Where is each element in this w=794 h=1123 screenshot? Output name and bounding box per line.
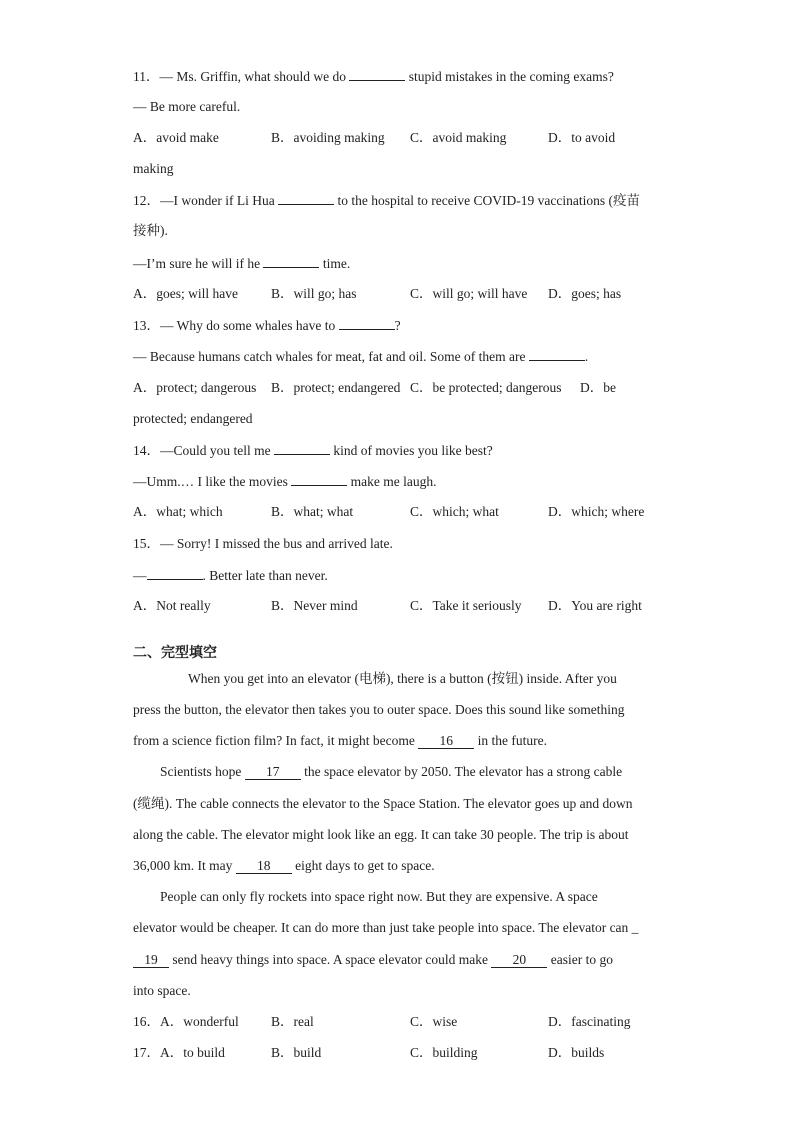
passage-line — [133, 951, 613, 969]
passage-line: press the button, the elevator then takes you to outer space. Does this sound like something — [133, 702, 625, 717]
question-14-reply — [133, 472, 436, 491]
answer-blank[interactable] — [529, 347, 585, 361]
passage-line: elevator would be cheaper. It can do more than just take people into space. The elevator can _ — [133, 920, 639, 935]
option-d[interactable]: D．You are right — [548, 598, 642, 613]
reply-text: . — [584, 349, 589, 364]
reply-text: — Because humans catch whales for meat, fat and oil. Some of them are — [133, 349, 529, 364]
option-d[interactable]: D．be — [580, 380, 616, 395]
stem-text: ? — [394, 318, 401, 333]
option-c[interactable]: C．which; what — [410, 504, 499, 519]
reply-text: —I’m sure he will if he — [133, 256, 264, 271]
answer-blank[interactable] — [147, 566, 203, 580]
question-12-stem-wrap: 接种). — [133, 223, 168, 238]
section-title: 二、完型填空 — [133, 645, 217, 661]
option-wrap-text: making — [133, 161, 174, 176]
cloze-blank-20[interactable]: 20 — [491, 952, 547, 968]
cloze-blank-19[interactable]: 19 — [133, 952, 169, 968]
passage-text: in the future. — [474, 733, 548, 748]
option-a[interactable]: A．Not really — [133, 598, 211, 613]
option-wrap-text: protected; endangered — [133, 411, 253, 426]
cloze-blank-17[interactable]: 17 — [245, 764, 301, 780]
passage-line: (缆绳). The cable connects the elevator to the Space Station. The elevator goes up and down — [133, 796, 633, 811]
stem-text: 14．—Could you tell me — [133, 443, 274, 458]
option-d[interactable]: D．to avoid — [548, 130, 616, 145]
cloze-blank-18[interactable]: 18 — [236, 858, 292, 874]
passage-text: eight days to get to space. — [295, 858, 435, 873]
option-c[interactable]: C．will go; will have — [410, 286, 528, 301]
answer-blank[interactable] — [291, 472, 347, 486]
passage-line: along the cable. The elevator might look like an egg. It can take 30 people. The trip is about — [133, 827, 629, 842]
answer-blank[interactable] — [339, 316, 395, 330]
reply-text: make me laugh. — [347, 474, 437, 489]
option-a[interactable]: 17．A．to build — [133, 1045, 225, 1060]
stem-text: 13．— Why do some whales have to — [133, 318, 339, 333]
option-a[interactable]: A．avoid make — [133, 130, 219, 145]
passage-text: easier to go — [550, 952, 614, 967]
answer-blank[interactable] — [274, 441, 330, 455]
answer-blank[interactable] — [263, 254, 319, 268]
passage-text: send heavy things into space. A space elevator could make — [172, 952, 492, 967]
option-a[interactable]: A．what; which — [133, 504, 223, 519]
passage-text: Scientists hope — [160, 764, 245, 779]
option-c[interactable]: C．be protected; dangerous — [410, 380, 562, 395]
passage-line: People can only fly rockets into space right now. But they are expensive. A space — [160, 889, 598, 904]
answer-blank[interactable] — [278, 191, 334, 205]
stem-text: 12．—I wonder if Li Hua — [133, 193, 279, 208]
reply-text: —Umm.… I like the movies — [133, 474, 292, 489]
option-b[interactable]: B．Never mind — [271, 598, 358, 613]
passage-line — [160, 763, 622, 781]
question-14-stem — [133, 441, 493, 460]
option-b[interactable]: B．what; what — [271, 504, 354, 519]
option-b[interactable]: B．protect; endangered — [271, 380, 401, 395]
stem-text: kind of movies you like best? — [330, 443, 493, 458]
question-13-stem — [133, 316, 401, 335]
option-a[interactable]: A．goes; will have — [133, 286, 238, 301]
question-12-stem — [133, 191, 640, 210]
option-a[interactable]: A．protect; dangerous — [133, 380, 257, 395]
option-a[interactable]: 16．A．wonderful — [133, 1014, 239, 1029]
question-13-reply — [133, 347, 588, 366]
passage-text: the space elevator by 2050. The elevator has a strong cable — [304, 764, 623, 779]
stem-text: stupid mistakes in the coming exams? — [405, 69, 614, 84]
option-c[interactable]: C．building — [410, 1045, 478, 1060]
option-b[interactable]: B．avoiding making — [271, 130, 385, 145]
passage-text: 36,000 km. It may — [133, 858, 236, 873]
question-12-reply — [133, 254, 350, 273]
stem-text: 11．— Ms. Griffin, what should we do — [133, 69, 350, 84]
question-15-stem: 15．— Sorry! I missed the bus and arrived late. — [133, 536, 393, 551]
question-11-stem — [133, 67, 614, 86]
question-15-reply — [133, 566, 328, 585]
option-c[interactable]: C．avoid making — [410, 130, 507, 145]
option-c[interactable]: C．Take it seriously — [410, 598, 522, 613]
passage-line: When you get into an elevator (电梯), there is a button (按钮) inside. After you — [188, 671, 617, 686]
option-d[interactable]: D．which; where — [548, 504, 645, 519]
passage-line: into space. — [133, 983, 191, 998]
answer-blank[interactable] — [349, 67, 405, 81]
option-d[interactable]: D．fascinating — [548, 1014, 631, 1029]
question-11-reply: — Be more careful. — [133, 99, 241, 114]
reply-text: — — [133, 568, 147, 583]
stem-text: to the hospital to receive COVID-19 vaccinations (疫苗 — [334, 193, 641, 208]
passage-line — [133, 857, 435, 875]
option-b[interactable]: B．build — [271, 1045, 322, 1060]
option-d[interactable]: D．goes; has — [548, 286, 622, 301]
option-b[interactable]: B．real — [271, 1014, 314, 1029]
passage-text: from a science fiction film? In fact, it might become — [133, 733, 419, 748]
option-b[interactable]: B．will go; has — [271, 286, 357, 301]
cloze-blank-16[interactable]: 16 — [418, 733, 474, 749]
reply-text: . Better late than never. — [202, 568, 328, 583]
passage-line — [133, 732, 547, 750]
option-c[interactable]: C．wise — [410, 1014, 458, 1029]
option-d[interactable]: D．builds — [548, 1045, 605, 1060]
reply-text: time. — [319, 256, 351, 271]
